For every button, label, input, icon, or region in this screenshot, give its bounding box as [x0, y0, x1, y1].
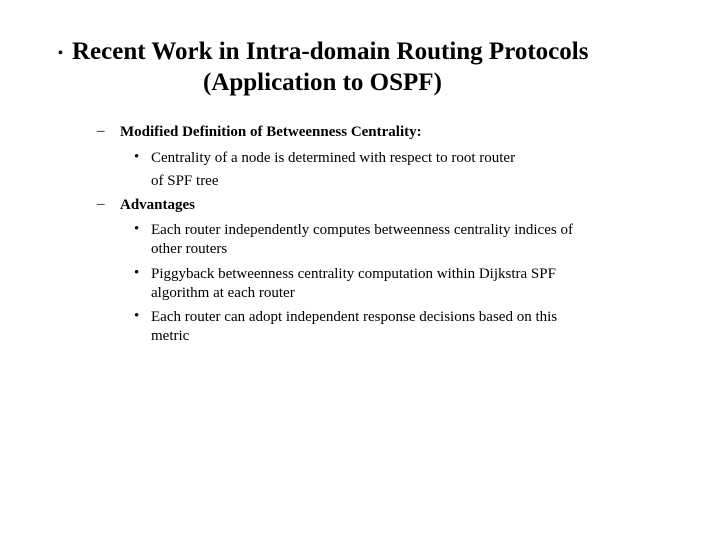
item-heading-modified-definition: Modified Definition of Betweenness Centrality: — [120, 124, 422, 140]
item-heading-advantages: Advantages — [120, 197, 196, 213]
sub-item-line: other routers — [151, 241, 228, 257]
sub-item-line: Piggyback betweenness centrality computation within Dijkstra SPF — [151, 266, 556, 282]
sub-item-line: algorithm at each router — [151, 285, 295, 301]
title-line-2: (Application to OSPF) — [203, 69, 442, 96]
sub-item-line: Centrality of a node is determined with respect to root router — [151, 150, 516, 166]
sub-item-line: Each router independently computes betweenness centrality indices of — [151, 222, 573, 238]
sub-item-line: of SPF tree — [151, 173, 219, 189]
bullet-icon: • — [134, 149, 140, 165]
bullet-icon: • — [134, 265, 140, 281]
title-line-1: Recent Work in Intra-domain Routing Protocols — [72, 38, 589, 65]
sub-item-line: Each router can adopt independent response decisions based on this — [151, 309, 558, 325]
bullet-icon: • — [134, 308, 140, 324]
bullet-icon: • — [134, 221, 140, 237]
dash-bullet-icon: – — [97, 123, 105, 139]
dash-bullet-icon: – — [97, 196, 105, 212]
title-bullet-icon: • — [58, 46, 63, 61]
sub-item-line: metric — [151, 328, 190, 344]
